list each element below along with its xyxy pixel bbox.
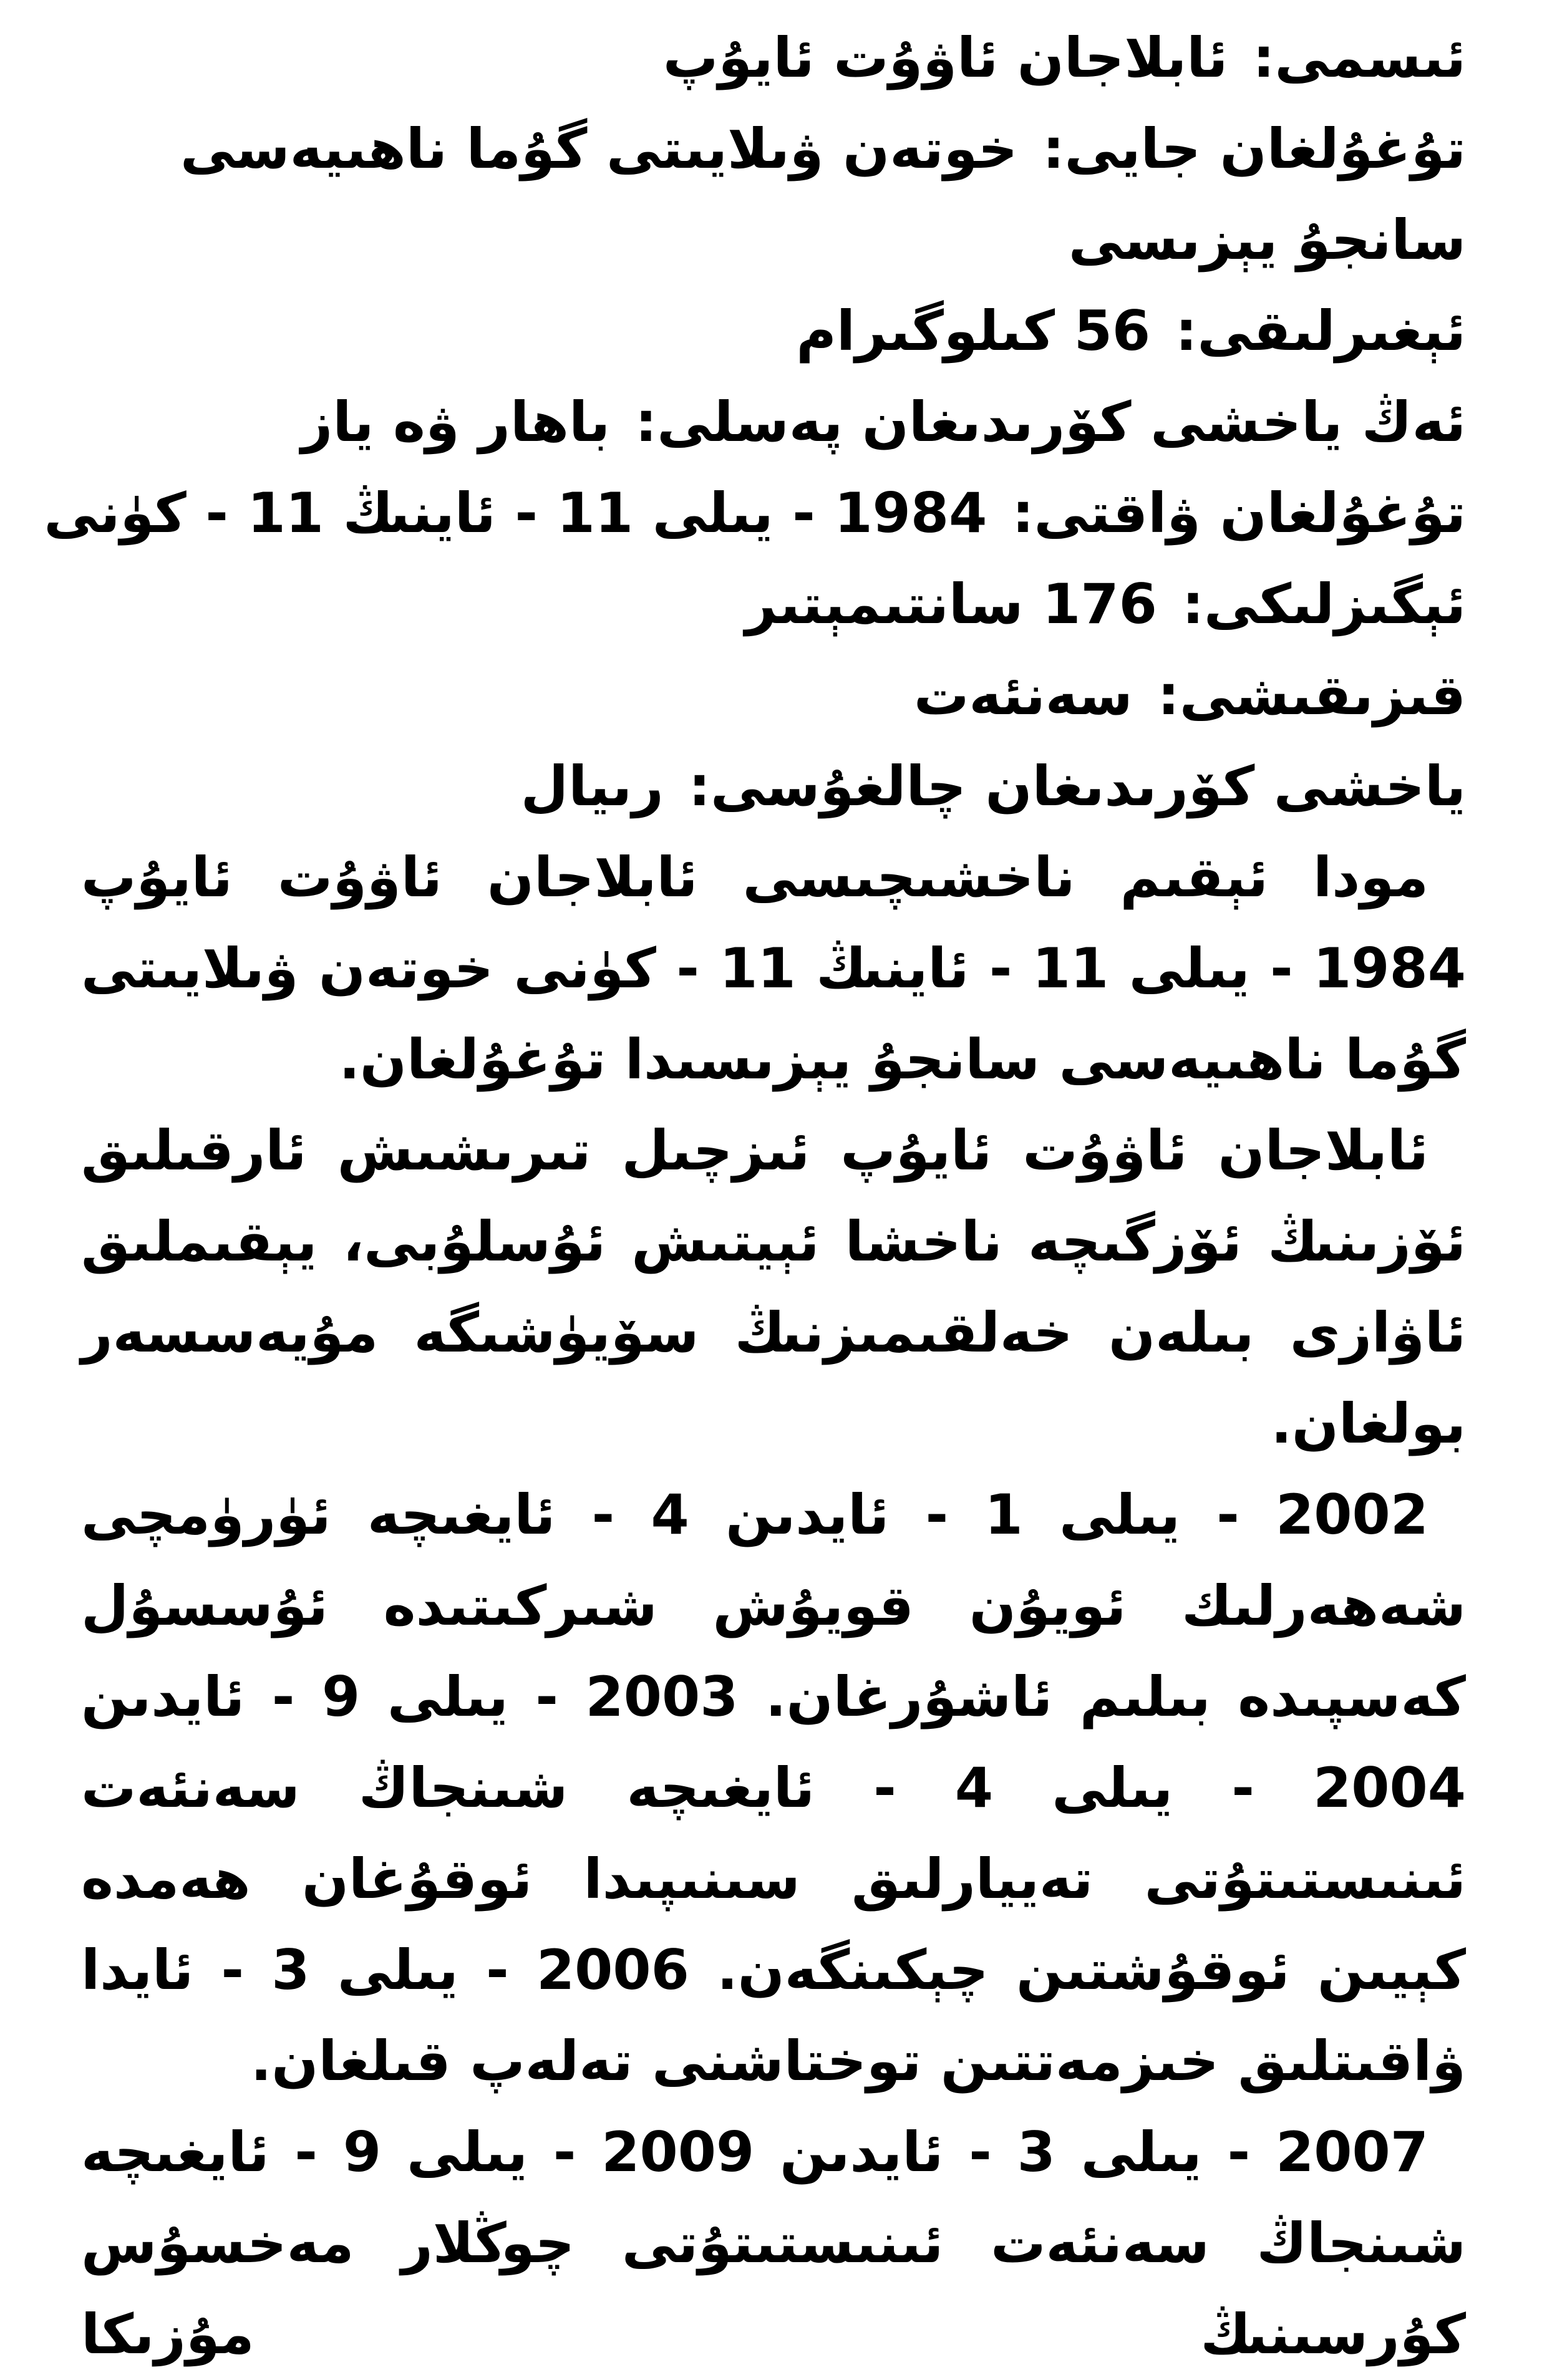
- field-instrument: [81, 741, 1466, 832]
- field-season-value: باھار ۋە ياز: [301, 390, 611, 454]
- field-weight-label: ئېغىرلىقى:: [1175, 299, 1466, 363]
- field-weight: [81, 286, 1466, 377]
- field-hobby-label: قىزىقىشى:: [1157, 663, 1466, 727]
- field-instrument-value: رىيال: [520, 754, 664, 818]
- field-season: [81, 377, 1466, 468]
- field-birthdate: [44, 468, 1466, 559]
- field-hobby-value: سەنئەت: [913, 663, 1133, 727]
- bio-paragraph-4: 2007 - يىلى 3 - ئايدىن 2009 - يىلى 9 - ئايغىچە شىنجاڭ سەنئەت ئىنىستىتۇتى چوڭلار مەخسۇس كۇرسىنىڭ مۇزىكا: [81, 2120, 1466, 2366]
- field-birthplace: [81, 104, 1466, 286]
- field-weight-value: 56 كىلوگىرام: [796, 299, 1151, 363]
- field-height-value: 176 سانتىمېتىر: [745, 572, 1157, 636]
- field-season-label: ئەڭ ياخشى كۆرىدىغان پەسلى:: [635, 390, 1466, 454]
- field-name-value: ئابلاجان ئاۋۇت ئايۇپ: [662, 26, 1228, 90]
- field-height-label: ئېگىزلىكى:: [1181, 572, 1466, 636]
- bio-paragraph-1: مودا ئېقىم ناخشىچىسى ئابلاجان ئاۋۇت ئايۇپ 1984 - يىلى 11 - ئاينىڭ 11 - كۈنى خوتەن ۋىلايىتى گۇما ناھىيەسى سانجۇ يېزىسىدا تۇغۇلغان.: [81, 845, 1466, 1091]
- field-birthplace-label: تۇغۇلغان جايى:: [1042, 117, 1466, 181]
- field-name: [81, 12, 1466, 104]
- bio-paragraph-2: ئابلاجان ئاۋۇت ئايۇپ ئىزچىل تىرىشىش ئارقىلىق ئۆزىنىڭ ئۆزگىچە ناخشا ئېيتىش ئۇسلۇبى، يېقىملىق ئاۋازى بىلەن خەلقىمىزنىڭ سۆيۈشىگە مۇيەسسەر بولغان.: [81, 1118, 1466, 1456]
- field-birthdate-label: تۇغۇلغان ۋاقتى:: [1012, 481, 1466, 545]
- field-instrument-label: ياخشى كۆرىدىغان چالغۇسى:: [688, 754, 1466, 818]
- field-height: [81, 559, 1466, 650]
- field-name-label: ئىسمى:: [1253, 26, 1466, 90]
- field-birthplace-value: خوتەن ۋىلايىتى گۇما ناھىيەسى سانجۇ يېزىسى: [180, 117, 1466, 272]
- field-hobby: [81, 650, 1466, 741]
- document-body: [44, 12, 1467, 2380]
- bio-paragraph-3: 2002 - يىلى 1 - ئايدىن 4 - ئايغىچە ئۈرۈمچى شەھەرلىك ئويۇن قويۇش شىركىتىدە ئۇسسۇل كەسپىدە بىلىم ئاشۇرغان. 2003 - يىلى 9 - ئايدىن 2004 - يىلى 4 - ئايغىچە شىنجاڭ سەنئەت ئىنىستىتۇتى تەييارلىق سىنىپىدا ئوقۇغان ھەمدە كېيىن ئوقۇشتىن چېكىنگەن. 2006 - يىلى 3 - ئايدا ۋاقىتلىق خىزمەتتىن توختاشنى تەلەپ قىلغان.: [81, 1483, 1467, 2093]
- field-birthdate-value: 1984 - يىلى 11 - ئاينىڭ 11 - كۈنى: [44, 481, 987, 545]
